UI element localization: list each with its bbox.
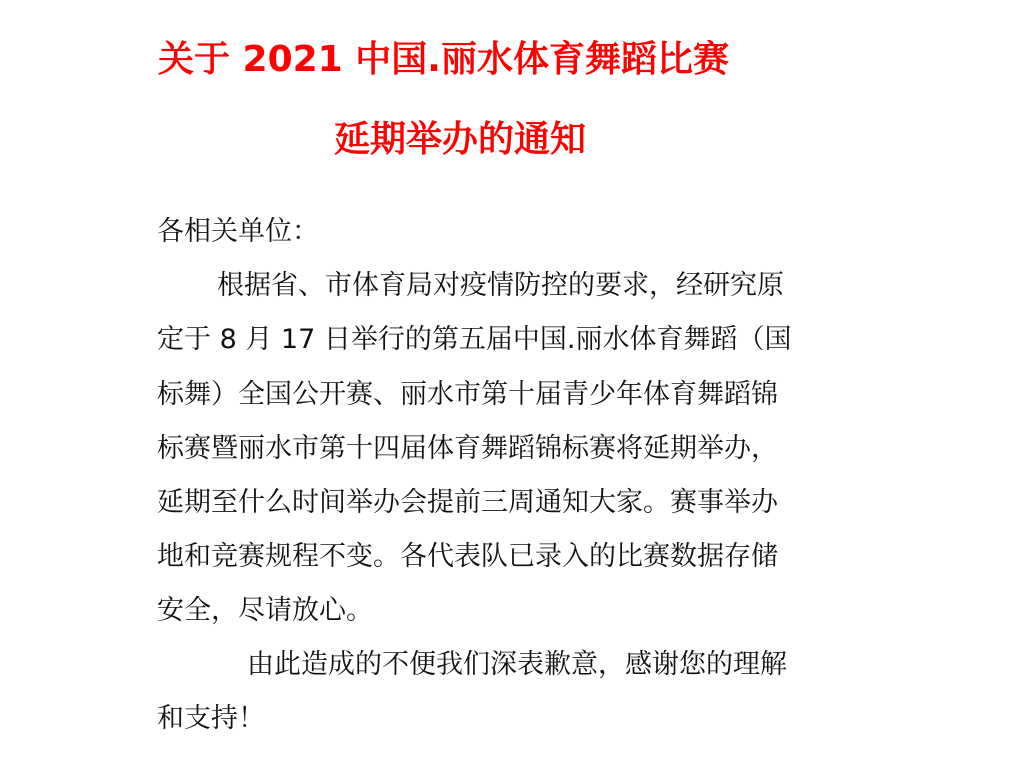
notice-title-line-1: 关于 2021 中国.丽水体育舞蹈比赛 [158,39,729,80]
paragraph-1-line-3: 标舞）全国公开赛、丽水市第十届青少年体育舞蹈锦 [157,379,778,410]
paragraph-1-line-4: 标赛暨丽水市第十四届体育舞蹈锦标赛将延期举办， [157,433,778,464]
salutation: 各相关单位： [157,216,319,247]
paragraph-1-line-7: 安全，尽请放心。 [157,595,373,626]
paragraph-1-line-2: 定于 8 月 17 日举行的第五届中国.丽水体育舞蹈（国 [157,324,792,355]
paragraph-1-line-5: 延期至什么时间举办会提前三周通知大家。赛事举办 [157,487,778,518]
paragraph-1-line-6: 地和竞赛规程不变。各代表队已录入的比赛数据存储 [157,541,778,572]
notice-title-line-2: 延期举办的通知 [334,119,587,160]
paragraph-1-line-1: 根据省、市体育局对疫情防控的要求，经研究原 [217,270,784,301]
paragraph-2-line-2: 和支持！ [157,703,265,734]
paragraph-2-line-1: 由此造成的不便我们深表歉意，感谢您的理解 [247,649,787,680]
